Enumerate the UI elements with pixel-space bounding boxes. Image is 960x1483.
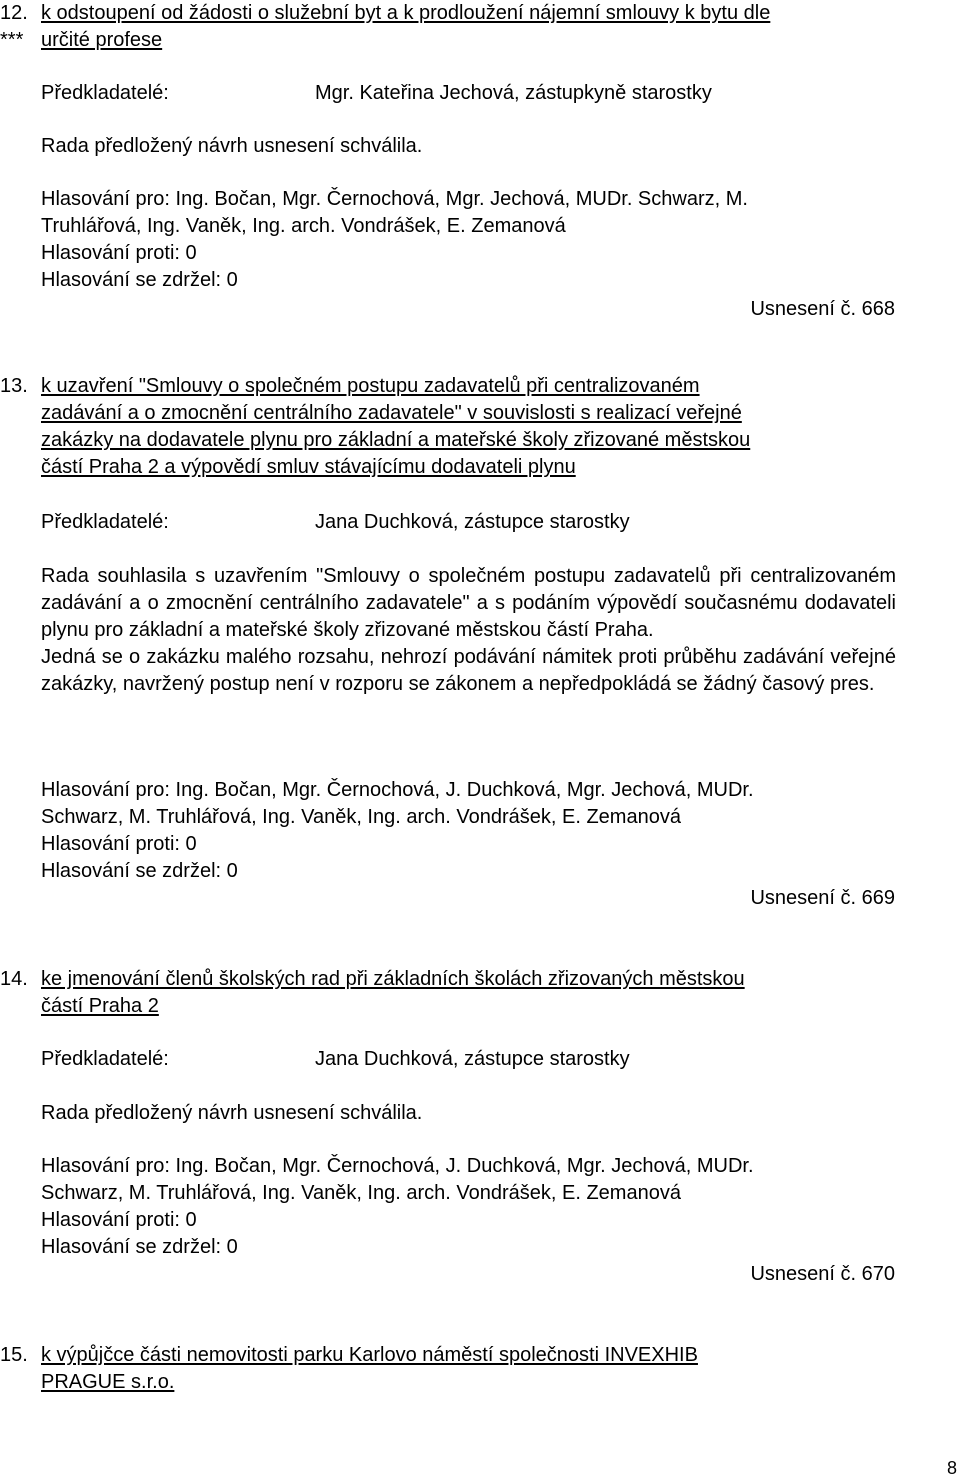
item-title-line: částí Praha 2 a výpovědí smluv stávajícímu dodavateli plynu xyxy=(41,456,576,478)
item-title-line: zakázky na dodavatele plynu pro základní a mateřské školy zřizované městskou xyxy=(41,429,751,451)
item-number-suffix: *** xyxy=(0,29,24,51)
body-paragraph: Jedná se o zakázku malého rozsahu, nehrozí podávání námitek proti průběhu zadávání veřejné zakázky, navržený postup není v rozporu se zákonem a nepředpokládá se žádný časový pres. xyxy=(41,646,896,695)
votes-for-line: Hlasování pro: Ing. Bočan, Mgr. Černochová, J. Duchková, Mgr. Jechová, MUDr. xyxy=(41,779,754,801)
item-title-line: zadávání a o zmocnění centrálního zadavatele" v souvislosti s realizací veřejné xyxy=(41,402,742,424)
item-number: 13. xyxy=(0,375,28,397)
votes-abstain: Hlasování se zdržel: 0 xyxy=(41,860,238,882)
item-title-line: k odstoupení od žádosti o služební byt a k prodloužení nájemní smlouvy k bytu dle xyxy=(41,2,771,24)
submitter-label: Předkladatelé: xyxy=(41,82,169,104)
item-title xyxy=(41,0,901,54)
votes-for-line: Hlasování pro: Ing. Bočan, Mgr. Černochová, J. Duchková, Mgr. Jechová, MUDr. xyxy=(41,1155,754,1177)
votes-abstain: Hlasování se zdržel: 0 xyxy=(41,1236,238,1258)
resolution-number: Usnesení č. 669 xyxy=(750,887,895,909)
item-title-line: k výpůjčce části nemovitosti parku Karlovo náměstí společnosti INVEXHIB xyxy=(41,1344,698,1366)
votes-against: Hlasování proti: 0 xyxy=(41,833,197,855)
submitter-name: Mgr. Kateřina Jechová, zástupkyně starostky xyxy=(315,82,712,104)
votes-against: Hlasování proti: 0 xyxy=(41,1209,197,1231)
item-title-line: částí Praha 2 xyxy=(41,995,159,1017)
item-number: 15. xyxy=(0,1344,28,1366)
body-text xyxy=(41,563,896,698)
item-number: 14. xyxy=(0,968,28,990)
item-title xyxy=(41,373,901,481)
decision-text: Rada předložený návrh usnesení schválila. xyxy=(41,135,423,157)
item-title-line: k uzavření "Smlouvy o společném postupu zadavatelů při centralizovaném xyxy=(41,375,700,397)
votes-for-line: Schwarz, M. Truhlářová, Ing. Vaněk, Ing. arch. Vondrášek, E. Zemanová xyxy=(41,1182,681,1204)
body-paragraph: Rada souhlasila s uzavřením "Smlouvy o společném postupu zadavatelů při centralizovaném zadávání a o zmocnění centrálního zadavatele" a s podáním výpovědí současnému dodavateli plynu pro základní a mateřské školy zřizované městskou částí Praha. xyxy=(41,565,896,641)
votes-for-line: Schwarz, M. Truhlářová, Ing. Vaněk, Ing. arch. Vondrášek, E. Zemanová xyxy=(41,806,681,828)
submitter-name: Jana Duchková, zástupce starostky xyxy=(315,511,630,533)
item-title xyxy=(41,966,901,1020)
votes-for-line: Hlasování pro: Ing. Bočan, Mgr. Černochová, Mgr. Jechová, MUDr. Schwarz, M. xyxy=(41,188,748,210)
votes-abstain: Hlasování se zdržel: 0 xyxy=(41,269,238,291)
item-title-line: ke jmenování členů školských rad při základních školách zřizovaných městskou xyxy=(41,968,745,990)
votes-against: Hlasování proti: 0 xyxy=(41,242,197,264)
item-title-line: určité profese xyxy=(41,29,163,51)
item-number: 12. xyxy=(0,2,28,24)
submitter-label: Předkladatelé: xyxy=(41,511,169,533)
votes-for-line: Truhlářová, Ing. Vaněk, Ing. arch. Vondrášek, E. Zemanová xyxy=(41,215,566,237)
resolution-number: Usnesení č. 668 xyxy=(750,298,895,320)
decision-text: Rada předložený návrh usnesení schválila. xyxy=(41,1102,423,1124)
submitter-name: Jana Duchková, zástupce starostky xyxy=(315,1048,630,1070)
item-title-line: PRAGUE s.r.o. xyxy=(41,1371,175,1393)
resolution-number: Usnesení č. 670 xyxy=(750,1263,895,1285)
item-title xyxy=(41,1342,901,1396)
page-number: 8 xyxy=(946,1458,957,1478)
submitter-label: Předkladatelé: xyxy=(41,1048,169,1070)
